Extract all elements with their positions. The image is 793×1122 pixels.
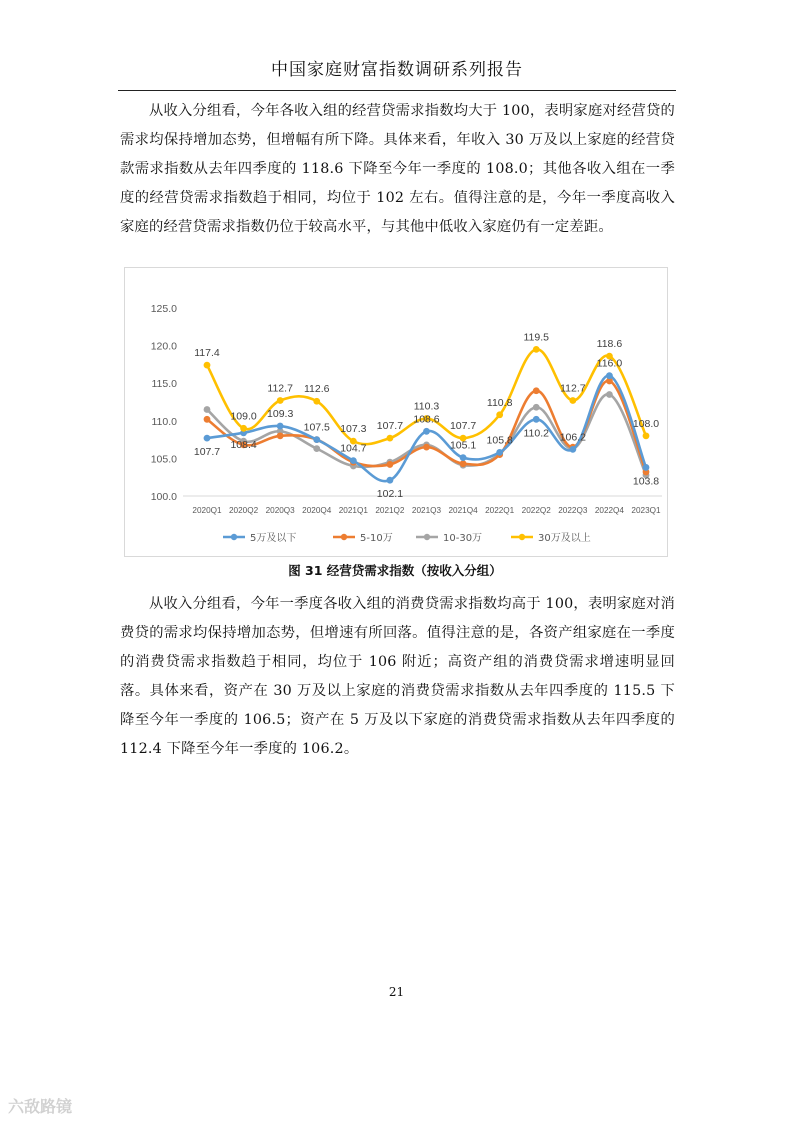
x-tick-label: 2021Q3	[411, 506, 442, 515]
data-point	[204, 416, 211, 423]
x-tick-label: 2020Q1	[192, 506, 222, 515]
x-tick-label: 2020Q2	[229, 506, 259, 515]
data-point	[606, 391, 613, 398]
data-label: 109.0	[230, 410, 257, 423]
data-point	[460, 454, 467, 461]
data-point	[313, 398, 320, 405]
data-label: 116.0	[596, 357, 623, 370]
legend-swatch-marker	[231, 534, 237, 540]
data-point	[387, 461, 394, 468]
data-point	[204, 406, 211, 413]
y-tick-label: 100.0	[150, 491, 177, 503]
x-tick-label: 2022Q2	[521, 506, 551, 515]
data-point	[423, 428, 430, 435]
data-label: 105.8	[486, 434, 513, 447]
data-point	[204, 362, 211, 369]
y-tick-label: 120.0	[150, 340, 177, 353]
data-label: 105.1	[449, 439, 477, 452]
x-tick-label: 2022Q3	[558, 506, 588, 515]
data-point	[643, 464, 650, 471]
data-point	[277, 397, 284, 404]
data-label: 107.3	[340, 423, 367, 436]
data-point	[496, 411, 503, 418]
data-point	[387, 435, 394, 442]
x-tick-label: 2021Q4	[448, 506, 478, 515]
data-label: 104.7	[340, 442, 367, 455]
data-point	[387, 477, 394, 484]
data-point	[569, 446, 576, 453]
y-tick-label: 115.0	[151, 378, 177, 391]
data-point	[496, 449, 503, 456]
data-label: 107.7	[449, 420, 477, 433]
data-point	[313, 445, 320, 452]
data-label: 117.4	[194, 347, 220, 360]
y-tick-label: 105.0	[150, 453, 177, 466]
data-label: 112.7	[267, 382, 293, 395]
legend-label: 5万及以下	[250, 533, 297, 544]
data-label: 119.5	[523, 331, 549, 344]
data-point	[204, 435, 211, 442]
data-label: 107.7	[193, 446, 221, 459]
legend-swatch-marker	[341, 534, 347, 540]
chart-svg	[125, 268, 667, 556]
x-tick-label: 2020Q3	[265, 506, 295, 515]
data-point	[533, 404, 540, 411]
data-label: 112.7	[560, 382, 586, 395]
header-rule	[118, 90, 676, 91]
data-point	[277, 423, 284, 430]
data-point	[423, 444, 430, 451]
x-tick-label: 2023Q1	[631, 506, 661, 515]
legend-swatch-marker	[424, 534, 430, 540]
paragraph-business-loan: 从收入分组看，今年各收入组的经营贷需求指数均大于 100，表明家庭对经营贷的需求均保持增加态势，但增幅有所下降。具体来看，年收入 30 万及以上家庭的经营贷款需求指数从去年四季度的 118.6 下降至今年一季度的 108.0；其他各收入组在一季度的经营贷需求指数趋于相同，均位于 102 左右。值得注意的是，今年一季度高收入家庭的经营贷需求指数仍位于较高水平，与其他中低收入家庭仍有一定差距。	[120, 103, 675, 235]
data-point	[460, 460, 467, 467]
data-point	[313, 436, 320, 443]
data-point	[643, 432, 650, 439]
figure-caption: 图 31 经营贷需求指数（按收入分组）	[288, 563, 502, 578]
x-tick-label: 2022Q4	[594, 506, 624, 515]
data-label: 107.5	[303, 421, 330, 434]
data-label: 106.2	[559, 431, 586, 444]
data-label: 108.0	[632, 417, 660, 430]
data-label: 110.2	[523, 427, 549, 440]
y-tick-label: 110.0	[151, 415, 177, 428]
data-label: 108.6	[413, 413, 440, 426]
legend-label: 5-10万	[360, 533, 393, 544]
data-point	[569, 397, 576, 404]
x-tick-label: 2020Q4	[302, 506, 332, 515]
data-point	[240, 425, 247, 432]
data-point	[350, 457, 357, 464]
data-point	[533, 416, 540, 423]
watermark-logo	[8, 1094, 72, 1117]
data-label: 110.8	[486, 396, 513, 409]
x-tick-label: 2021Q2	[375, 506, 405, 515]
data-point	[533, 346, 540, 353]
paragraph-consumer-loan: 从收入分组看，今年一季度各收入组的消费贷需求指数均高于 100，表明家庭对消费贷的需求均保持增加态势，但增速有所回落。值得注意的是，各资产组家庭在一季度的消费贷需求指数趋于相同，均位于 106 附近；高资产组的消费贷需求增速明显回落。具体来看，资产在 30 万及以上家庭的消费贷需求指数从去年四季度的 115.5 下降至今年一季度的 106.5；资产在 5 万及以下家庭的消费贷需求指数从去年四季度的 112.4 下降至今年一季度的 106.2。	[120, 596, 675, 757]
x-tick-label: 2022Q1	[485, 506, 515, 515]
legend-swatch-marker	[519, 534, 525, 540]
data-label: 109.3	[267, 408, 294, 421]
watermark-text: 六敌路镜	[8, 1097, 73, 1116]
data-point	[606, 372, 613, 379]
page-number: 21	[388, 985, 405, 999]
data-label: 112.6	[304, 383, 330, 396]
running-header: 中国家庭财富指数调研系列报告	[271, 60, 523, 80]
data-label: 102.1	[376, 488, 404, 501]
data-point	[277, 432, 284, 439]
legend-label: 30万及以上	[538, 533, 591, 544]
x-tick-label: 2021Q1	[338, 506, 368, 515]
data-label: 108.4	[230, 438, 257, 451]
data-label: 103.8	[632, 475, 660, 488]
data-label: 118.6	[596, 338, 623, 351]
data-point	[533, 387, 540, 394]
data-label: 107.7	[376, 420, 404, 433]
legend-label: 10-30万	[443, 533, 483, 544]
y-tick-label: 125.0	[150, 303, 177, 315]
chart-business-loan-demand	[124, 267, 668, 557]
data-label: 110.3	[413, 400, 440, 413]
